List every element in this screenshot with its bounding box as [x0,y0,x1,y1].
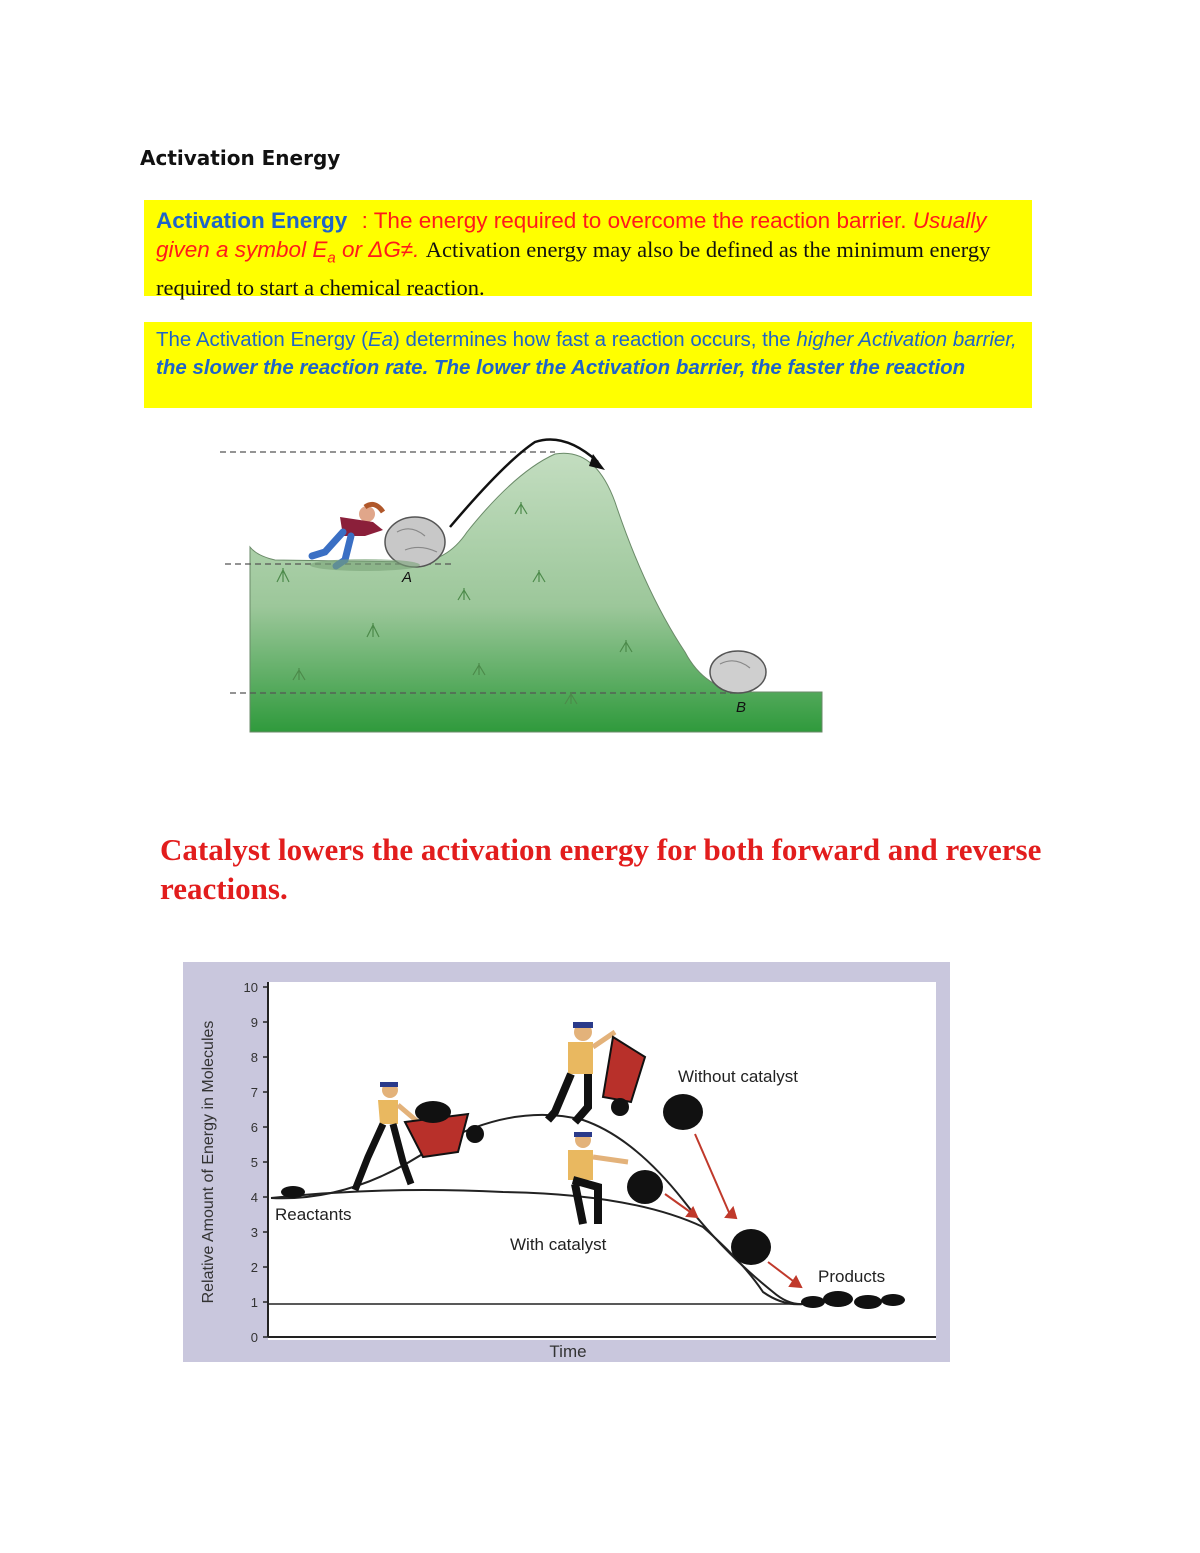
label-reactants: Reactants [275,1205,352,1224]
page-title: Activation Energy [140,146,341,170]
x-axis-label: Time [549,1342,587,1361]
y-tick-label: 5 [250,1155,258,1170]
y-tick-label: 0 [250,1330,258,1345]
boulder-icon [385,517,445,567]
rate-box [144,322,1032,408]
symbol-delta: ΔG≠. [368,237,420,262]
y-tick-label: 3 [250,1225,258,1240]
label-with-catalyst: With catalyst [510,1235,607,1254]
boulder-bottom-icon [710,651,766,693]
label-b: B [736,699,747,716]
y-tick-label: 9 [250,1015,258,1030]
rate-part2: ) determines how fast a reaction occurs, the [393,328,791,351]
symbol-prefix: Usually given a symbol E [156,208,987,262]
y-tick-label: 2 [250,1260,258,1275]
definition-separator: : [361,208,368,233]
rate-part1: The Activation Energy ( [156,328,368,351]
definition-extra: Activation energy may also be defined as the minimum energy required to start a chemical reaction. [156,237,991,300]
label-products: Products [818,1267,886,1286]
rate-ea: Ea [367,328,394,351]
y-axis-label: Relative Amount of Energy in Molecules [200,1020,217,1304]
y-tick-label: 8 [250,1050,258,1065]
definition-box [144,200,1032,300]
label-without-catalyst: Without catalyst [678,1067,798,1086]
label-a: A [402,569,413,586]
rate-bold: the slower the reaction rate. The lower the Activation barrier, the faster the reaction [156,356,966,379]
person-pushing-icon [312,504,383,566]
y-tick-label: 10 [243,980,258,995]
y-tick-label: 4 [250,1190,258,1205]
definition-text: The energy required to overcome the reaction barrier. [373,208,907,233]
catalyst-heading: Catalyst lowers the activation energy for both forward and reverse reactions. [160,832,1042,906]
hill-illustration [215,432,835,737]
y-tick-label: 6 [250,1120,258,1135]
rate-higher: higher Activation barrier, [796,328,1017,351]
definition-term: Activation Energy [156,208,348,233]
reactant-rock-icon [281,1186,305,1198]
energy-diagram [183,962,950,1362]
symbol-subscript: a [327,249,336,267]
symbol-or: or [341,237,362,262]
y-tick-label: 7 [250,1085,258,1100]
y-tick-label: 1 [250,1295,258,1310]
